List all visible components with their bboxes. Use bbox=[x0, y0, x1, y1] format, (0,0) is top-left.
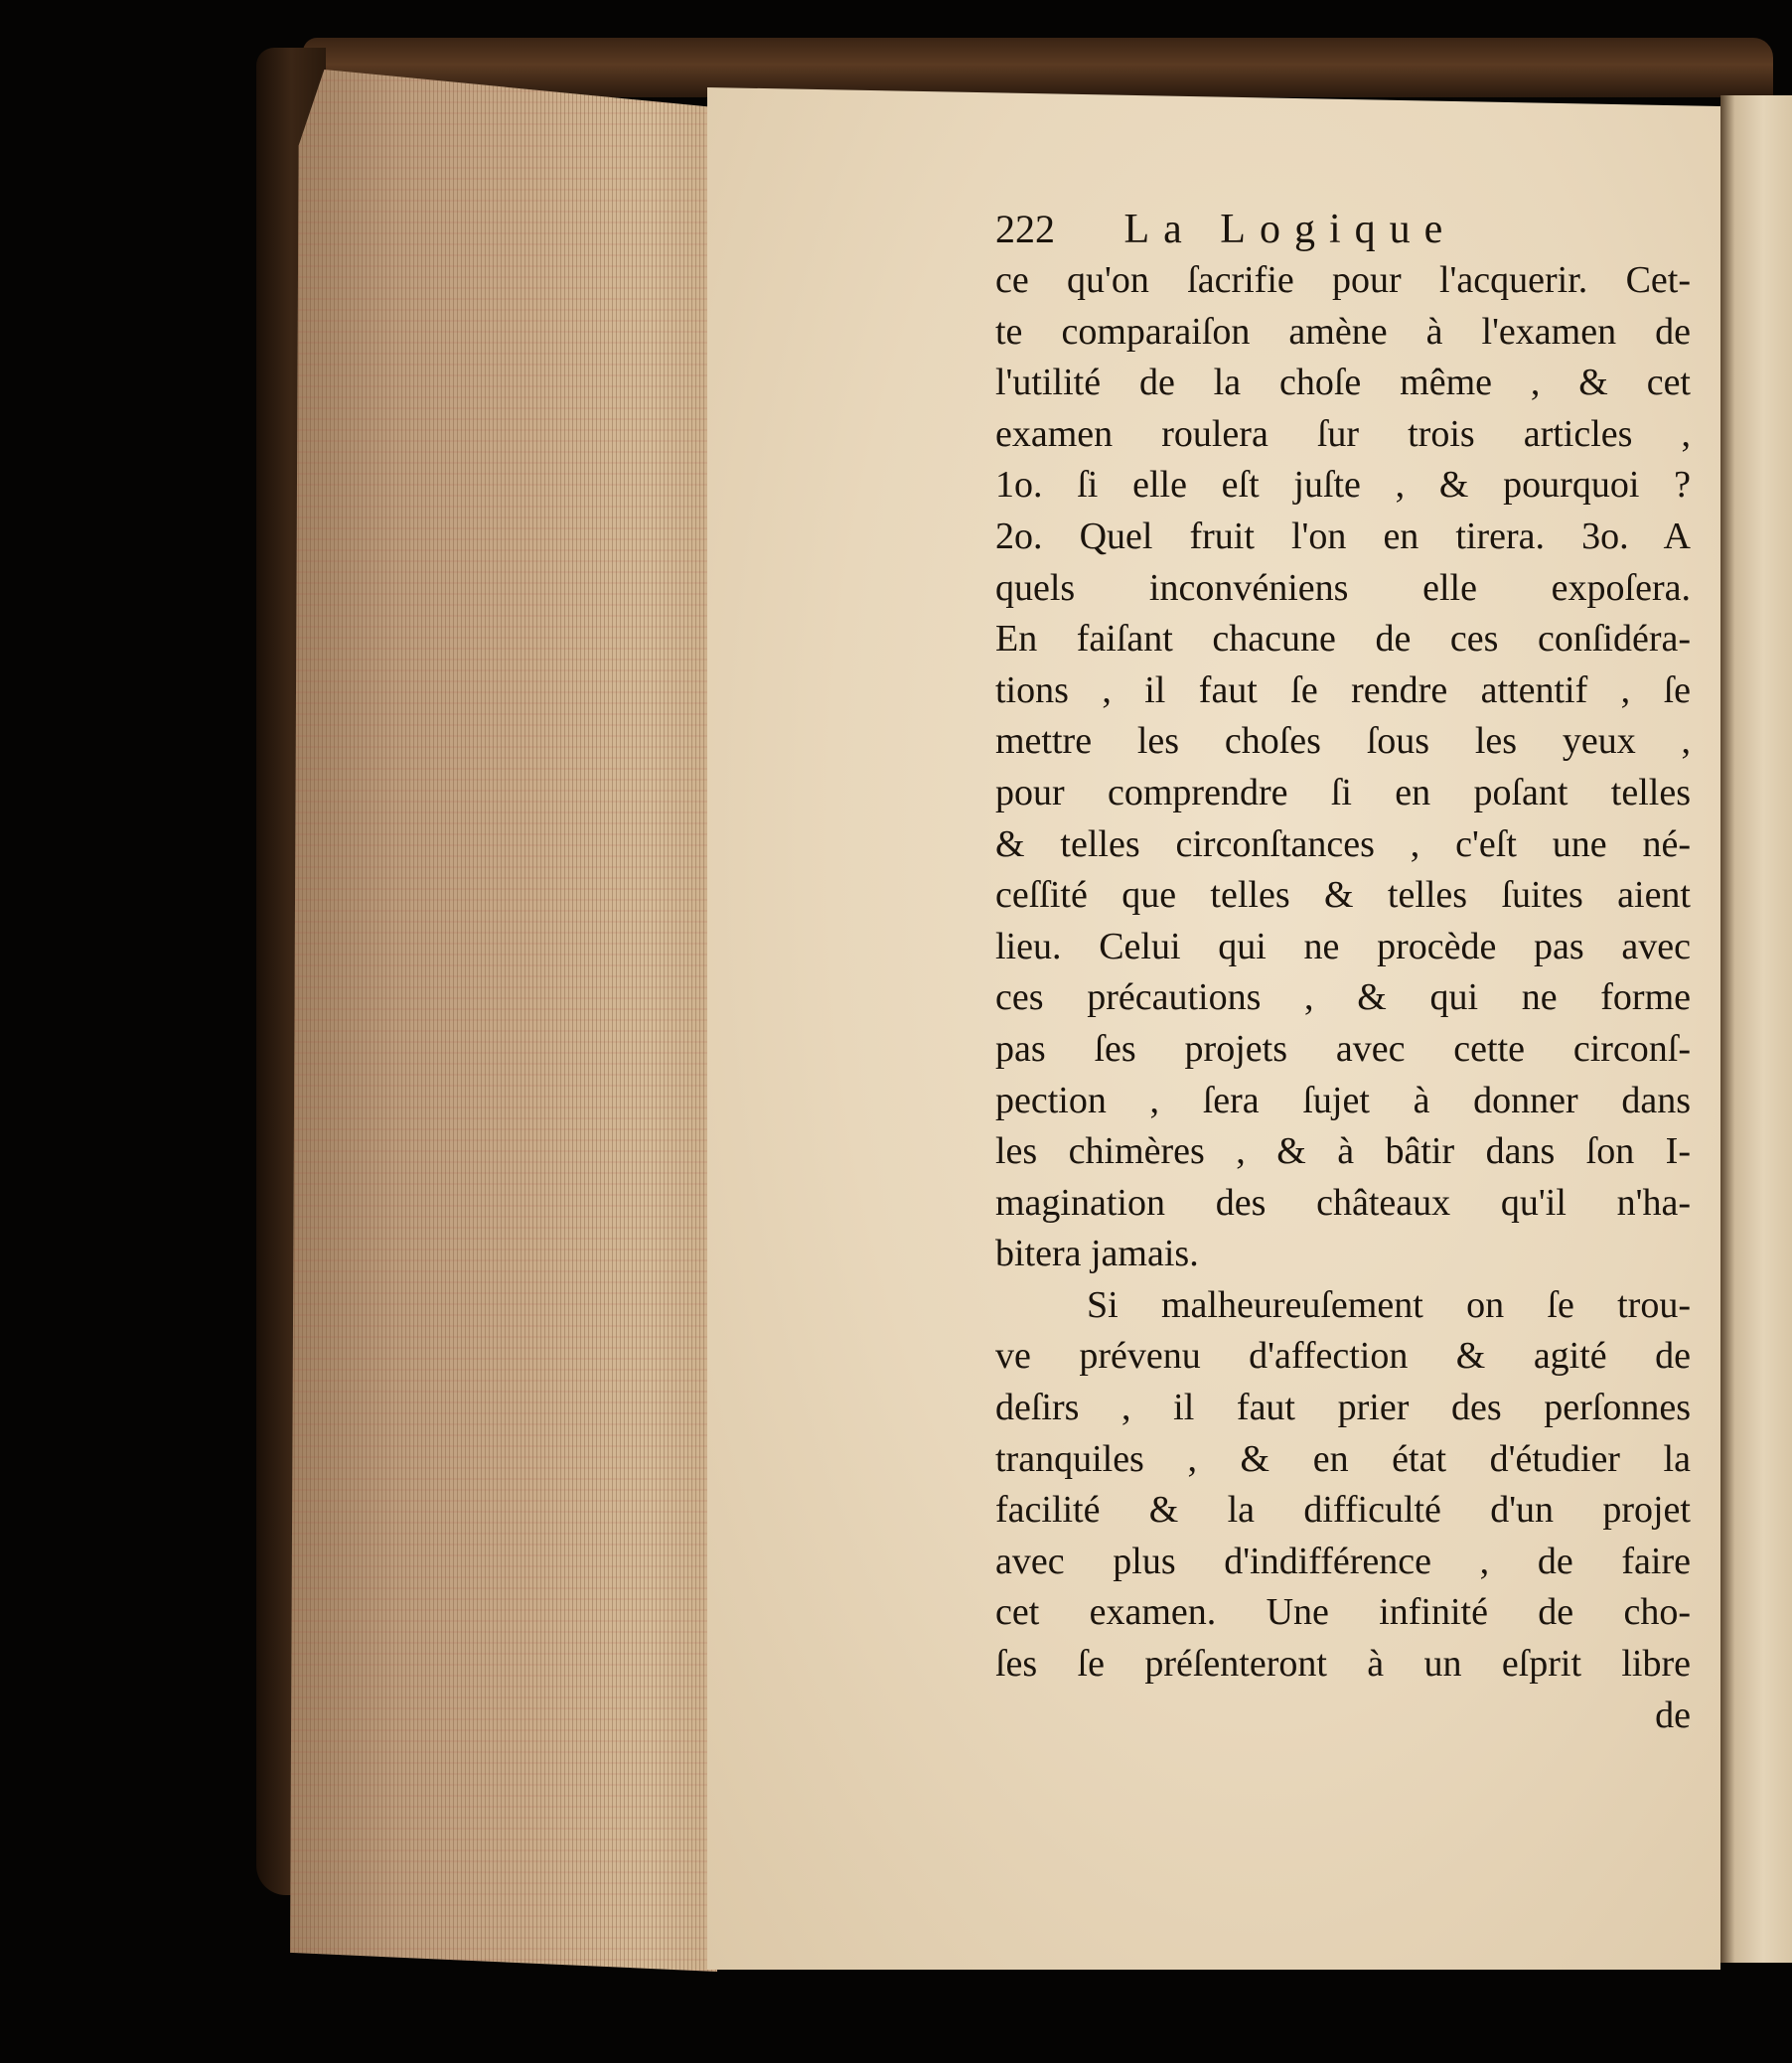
text-line: te comparaiſon amène à l'examen de bbox=[995, 310, 1691, 353]
text-line: les chimères , & à bâtir dans ſon I- bbox=[995, 1130, 1691, 1173]
text-line: quels inconvéniens elle expoſera. bbox=[995, 566, 1691, 609]
text-line: l'utilité de la choſe même , & cet bbox=[995, 362, 1691, 404]
book-cover-top bbox=[303, 38, 1773, 97]
text-line: & telles circonſtances , c'eſt une né- bbox=[995, 822, 1691, 865]
text-line: 1o. ſi elle eſt juſte , & pourquoi ? bbox=[995, 464, 1691, 507]
text-line: pection , ſera ſujet à donner dans bbox=[995, 1079, 1691, 1121]
running-head bbox=[995, 204, 1691, 255]
text-line: ceſſité que telles & telles ſuites aient bbox=[995, 874, 1691, 917]
text-line: tions , il faut ſe rendre attentif , ſe bbox=[995, 668, 1691, 711]
text-line: pas ſes projets avec cette circonſ- bbox=[995, 1027, 1691, 1070]
paragraph-first-line: Si malheureuſement on ſe trou- bbox=[1087, 1283, 1691, 1326]
text-line: ve prévenu d'affection & agité de bbox=[995, 1335, 1691, 1378]
text-line: ſes ſe préſenteront à un eſprit libre bbox=[995, 1643, 1691, 1686]
text-line: pour comprendre ſi en poſant telles bbox=[995, 771, 1691, 813]
text-line: facilité & la difficulté d'un projet bbox=[995, 1489, 1691, 1532]
text-line: lieu. Celui qui ne procède pas avec bbox=[995, 925, 1691, 967]
text-line: bitera jamais. bbox=[995, 1233, 1199, 1275]
text-line: tranquiles , & en état d'étudier la bbox=[995, 1437, 1691, 1480]
page-fore-edge bbox=[290, 70, 717, 1972]
text-line: deſirs , il faut prier des perſonnes bbox=[995, 1387, 1691, 1429]
text-line: cet examen. Une infinité de cho- bbox=[995, 1591, 1691, 1634]
text-line: examen roulera ſur trois articles , bbox=[995, 412, 1691, 455]
text-line: mettre les choſes ſous les yeux , bbox=[995, 720, 1691, 763]
page-text-block bbox=[995, 204, 1691, 1741]
text-line: ce qu'on ſacrifie pour l'acquerir. Cet- bbox=[995, 259, 1691, 301]
catchword: de bbox=[1655, 1694, 1691, 1736]
text-line: magination des châteaux qu'il n'ha- bbox=[995, 1181, 1691, 1224]
text-line: 2o. Quel fruit l'on en tirera. 3o. A bbox=[995, 515, 1691, 557]
text-line: avec plus d'indifférence , de faire bbox=[995, 1540, 1691, 1582]
running-title: La Logique bbox=[1123, 207, 1457, 252]
facing-page-edge bbox=[1720, 95, 1792, 1963]
text-line: En faiſant chacune de ces conſidéra- bbox=[995, 618, 1691, 661]
text-line: ces précautions , & qui ne forme bbox=[995, 976, 1691, 1019]
page-number: 222 bbox=[995, 207, 1055, 251]
